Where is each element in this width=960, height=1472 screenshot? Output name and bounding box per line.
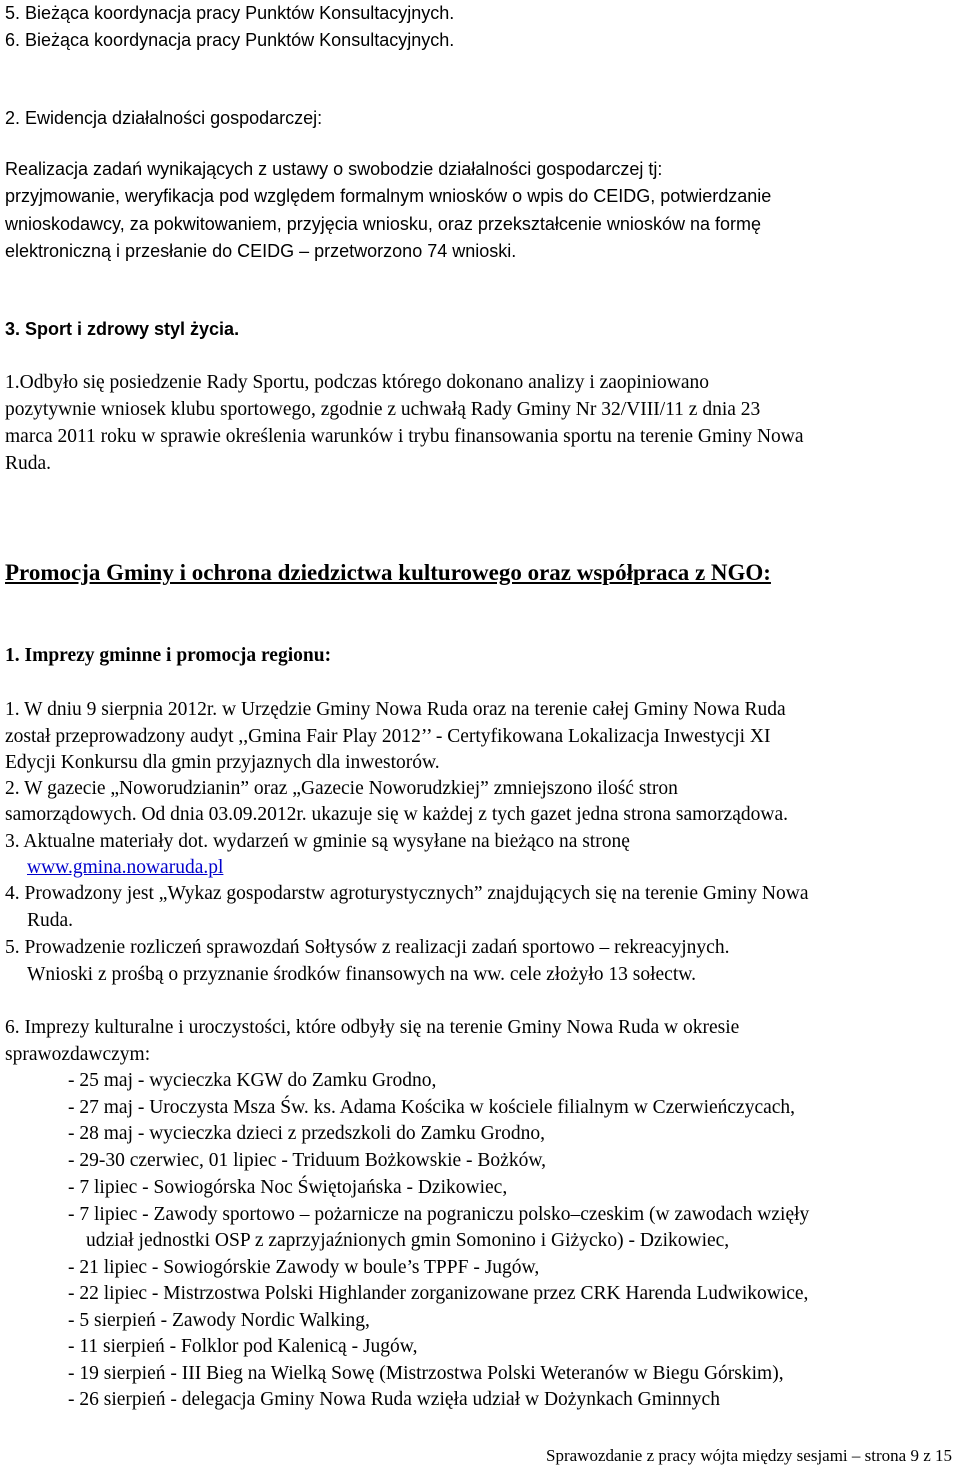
event-item: - 11 sierpień - Folklor pod Kalenicą - Jugów, [68,1336,418,1357]
paragraph-line: 2. W gazecie „Noworudzianin” oraz „Gazecie Noworudzkiej” zmniejszono ilość stron [5,778,678,799]
website-link[interactable]: www.gmina.nowaruda.pl [27,857,224,878]
page-footer: Sprawozdanie z pracy wójta między sesjami – strona 9 z 15 [546,1446,952,1465]
paragraph-line: 4. Prowadzony jest „Wykaz gospodarstw agroturystycznych” znajdujących się na terenie Gminy Nowa [5,883,809,904]
paragraph-line: 1. W dniu 9 sierpnia 2012r. w Urzędzie Gminy Nowa Ruda oraz na terenie całej Gminy Nowa Ruda [5,699,786,720]
event-item: - 21 lipiec - Sowiogórskie Zawody w boule’s TPPF - Jugów, [68,1257,540,1278]
list-item: 5. Bieżąca koordynacja pracy Punktów Konsultacyjnych. [5,3,455,23]
event-item: - 29-30 czerwiec, 01 lipiec - Triduum Bożkowskie - Bożków, [68,1150,547,1171]
paragraph-line: samorządowych. Od dnia 03.09.2012r. ukazuje się w każdej z tych gazet jedna strona samorządowa. [5,804,788,825]
paragraph-line: wnioskodawcy, za pokwitowaniem, przyjęcia wniosku, oraz przekształcenie wniosków na formę [5,214,761,234]
event-item: udział jednostki OSP z zaprzyjaźnionych gmin Somonino i Giżycko) - Dzikowiec, [86,1230,730,1251]
paragraph-line: pozytywnie wniosek klubu sportowego, zgodnie z uchwałą Rady Gminy Nr 32/VIII/11 z dnia 23 [5,399,761,420]
paragraph-line: Realizacja zadań wynikających z ustawy o swobodzie działalności gospodarczej tj: [5,159,663,179]
paragraph-line: 6. Imprezy kulturalne i uroczystości, które odbyły się na terenie Gminy Nowa Ruda w okresie [5,1017,740,1038]
event-item: - 7 lipiec - Zawody sportowo – pożarnicze na pograniczu polsko–czeskim (w zawodach wzięły [68,1204,810,1225]
section-heading: 2. Ewidencja działalności gospodarczej: [5,108,323,128]
event-item: - 27 maj - Uroczysta Msza Św. ks. Adama Kościka w kościele filialnym w Czerwieńczycach, [68,1097,796,1118]
paragraph-line: elektroniczną i przesłanie do CEIDG – przetworzono 74 wnioski. [5,241,517,261]
event-item: - 28 maj - wycieczka dzieci z przedszkoli do Zamku Grodno, [68,1123,546,1144]
paragraph-line: sprawozdawczym: [5,1044,151,1065]
paragraph-line: marca 2011 roku w sprawie określenia warunków i trybu finansowania sportu na terenie Gminy Nowa [5,426,804,447]
paragraph-line: Edycji Konkursu dla gmin przyjaznych dla inwestorów. [5,752,440,773]
paragraph-line: Ruda. [27,910,74,931]
paragraph-line: Ruda. [5,453,52,474]
paragraph-line: 3. Aktualne materiały dot. wydarzeń w gminie są wysyłane na bieżąco na stronę [5,831,630,852]
paragraph-line: przyjmowanie, weryfikacja pod względem formalnym wniosków o wpis do CEIDG, potwierdzanie [5,186,772,206]
paragraph-line: Wnioski z prośbą o przyznanie środków finansowych na ww. cele złożyło 13 sołectw. [27,964,696,985]
section-heading: 1. Imprezy gminne i promocja regionu: [5,645,332,666]
paragraph-line: 1.Odbyło się posiedzenie Rady Sportu, podczas którego dokonano analizy i zaopiniowano [5,372,709,393]
event-item: - 7 lipiec - Sowiogórska Noc Świętojańska - Dzikowiec, [68,1177,508,1198]
event-item: - 25 maj - wycieczka KGW do Zamku Grodno, [68,1070,437,1091]
event-item: - 19 sierpień - III Bieg na Wielką Sowę (Mistrzostwa Polski Weteranów w Biegu Górskim), [68,1363,784,1384]
page-title: Promocja Gminy i ochrona dziedzictwa kulturowego oraz współpraca z NGO: [5,560,771,585]
paragraph-line: 5. Prowadzenie rozliczeń sprawozdań Sołtysów z realizacji zadań sportowo – rekreacyjnych. [5,937,730,958]
section-heading: 3. Sport i zdrowy styl życia. [5,319,240,339]
paragraph-line: został przeprowadzony audyt ,,Gmina Fair Play 2012’’ - Certyfikowana Lokalizacja Inwestycji XI [5,726,771,747]
list-item: 6. Bieżąca koordynacja pracy Punktów Konsultacyjnych. [5,30,455,50]
event-item: - 5 sierpień - Zawody Nordic Walking, [68,1310,370,1331]
event-item: - 26 sierpień - delegacja Gminy Nowa Ruda wzięła udział w Dożynkach Gminnych [68,1389,720,1410]
event-item: - 22 lipiec - Mistrzostwa Polski Highlander zorganizowane przez CRK Harenda Ludwikowice, [68,1283,809,1304]
